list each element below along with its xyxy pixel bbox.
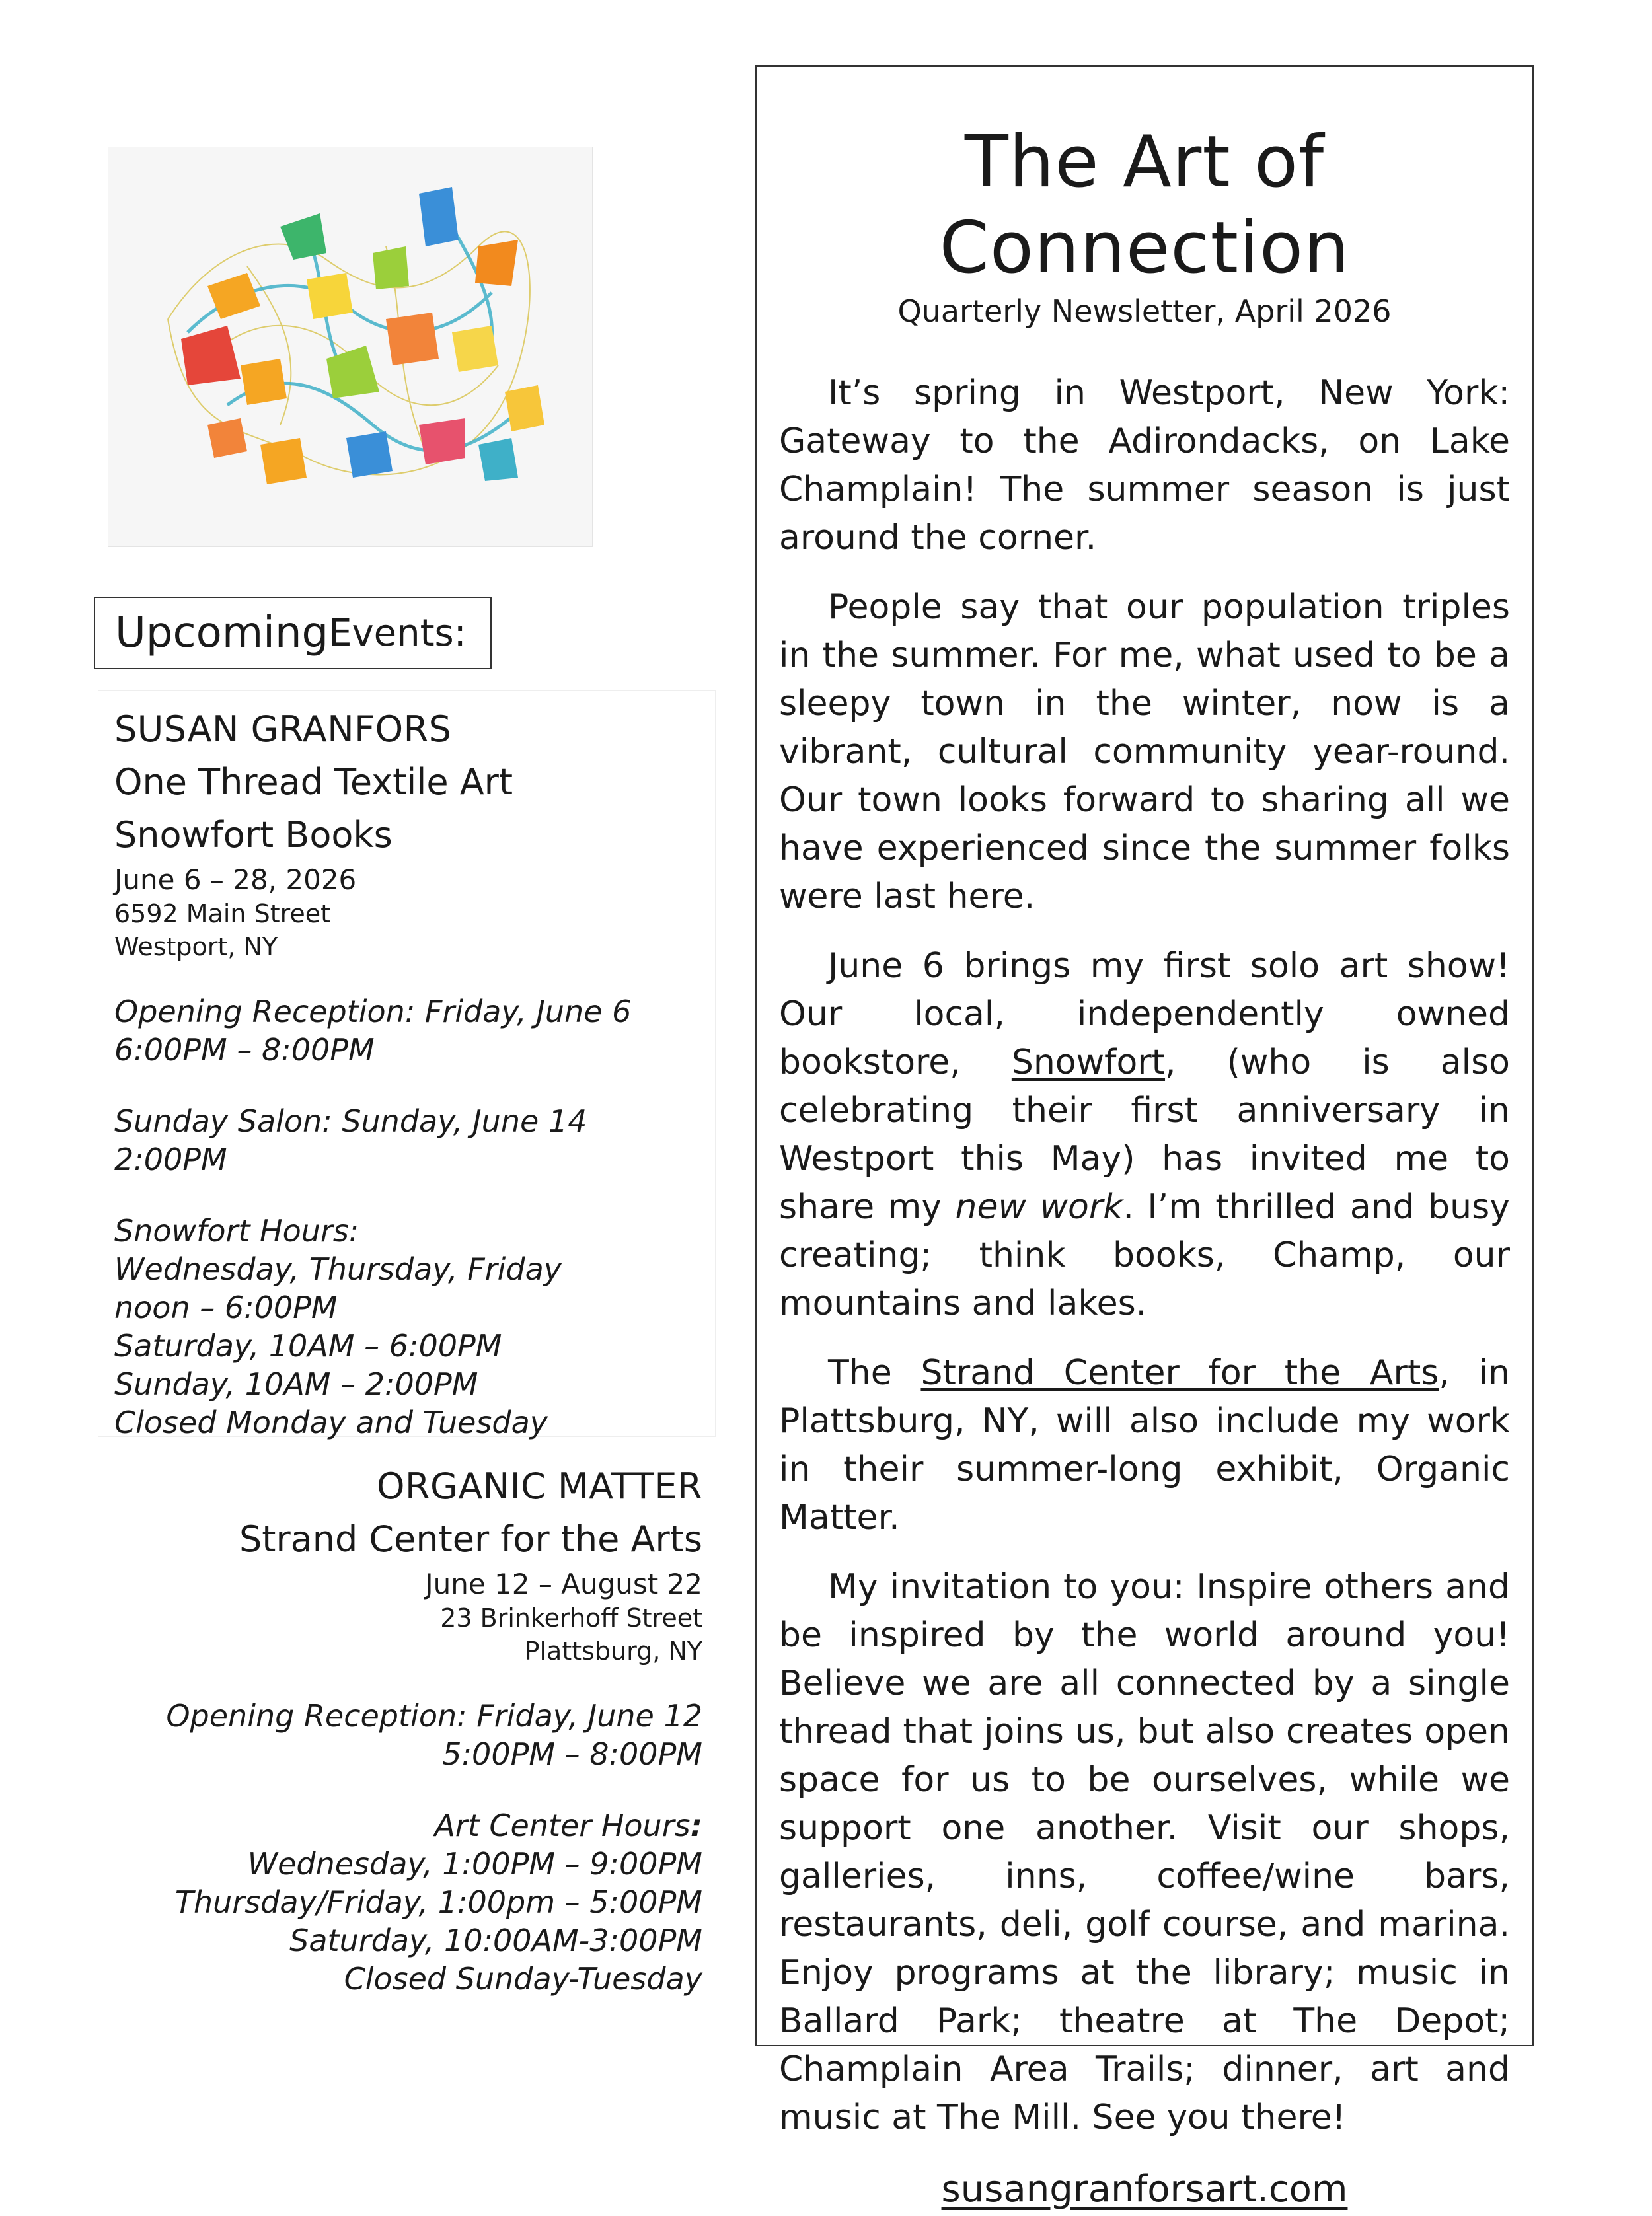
artwork-image (108, 147, 593, 547)
event1-reception-line2: 6:00PM – 8:00PM (114, 1032, 375, 1068)
website-link[interactable]: susangranforsart.com (941, 2168, 1348, 2211)
event2-address-line1: 23 Brinkerhoff Street (440, 1604, 702, 1633)
textile-artwork-icon (108, 147, 592, 546)
p3-emphasis: new work (955, 1187, 1123, 1227)
heading-events: Events (328, 611, 454, 655)
newsletter-subtitle: Quarterly Newsletter, April 2026 (897, 293, 1392, 329)
newsletter-paragraph-4 (779, 1349, 1510, 1542)
heading-upcoming: Upcoming (115, 609, 329, 657)
snowfort-link[interactable]: Snowfort (1011, 1043, 1166, 1082)
newsletter-panel (755, 65, 1534, 2211)
newsletter-paragraph-1: It’s spring in Westport, New York: Gateway to the Adirondacks, on Lake Champlain! The summer season is just around the corner. (779, 373, 1510, 558)
p4-text-a: The (828, 1353, 921, 1393)
newsletter-paragraph-3 (779, 942, 1510, 1328)
newsletter-paragraph-5: My invitation to you: Inspire others and be inspired by the world around you! Believe we are all connected by a single thread that joins us, but also creates open space for us to be ourselves, while we support one another. Visit our shops, galleries, inns, coffee/wine bars, restaurants, deli, golf course, and marina. Enjoy programs at the library; music in Ballard Park; theatre at The Depot; Champlain Area Trails; dinner, art and music at The Mill. See you there! (779, 1567, 1510, 2137)
upcoming-events-heading (94, 597, 492, 669)
event1-reception-line1: Opening Reception: Friday, June 6 (114, 994, 632, 1029)
event-strand-center (98, 1460, 702, 1998)
event2-venue: Strand Center for the Arts (239, 1518, 702, 1560)
event1-salon-line2: 2:00PM (114, 1142, 227, 1177)
newsletter-title: The Art of Connection (939, 121, 1350, 289)
event1-hours-line: Wednesday, Thursday, Friday (114, 1251, 562, 1287)
event2-hours-colon: : (690, 1808, 702, 1843)
event1-hours-line: Saturday, 10AM – 6:00PM (114, 1328, 502, 1364)
event1-dates: June 6 – 28, 2026 (114, 864, 357, 896)
event1-venue: Snowfort Books (114, 814, 393, 856)
p3-text-a: June 6 brings my first solo art show! Our local, independently owned bookstore, (779, 946, 1510, 1082)
heading-colon: : (453, 611, 467, 655)
p4-text-b: , in Plattsburg, NY, will also include my work in their summer-long exhibit, Organic Matter. (779, 1353, 1510, 1537)
event1-title: One Thread Textile Art (114, 761, 513, 803)
event2-dates: June 12 – August 22 (425, 1568, 702, 1600)
event2-hours-line: Thursday/Friday, 1:00pm – 5:00PM (174, 1884, 702, 1920)
event1-hours-line: Closed Monday and Tuesday (114, 1405, 548, 1440)
event2-hours-title: Art Center Hours (434, 1808, 691, 1843)
p3-text-b: , (who is also celebrating their first anniversary in Westport this May) has invited me to share my (779, 1043, 1510, 1227)
event1-hours-line: noon – 6:00PM (114, 1290, 338, 1325)
event1-salon-line1: Sunday Salon: Sunday, June 14 (114, 1103, 587, 1139)
event2-address-line2: Plattsburg, NY (524, 1637, 702, 1666)
event2-hours-line: Closed Sunday-Tuesday (344, 1961, 702, 1997)
strand-center-link[interactable]: Strand Center for the Arts (920, 1353, 1439, 1393)
event2-hours-line: Wednesday, 1:00PM – 9:00PM (247, 1846, 702, 1882)
event2-title: ORGANIC MATTER (377, 1465, 702, 1507)
event-snowfort (98, 690, 716, 1440)
event2-hours-heading (98, 1806, 702, 1845)
event1-address-line2: Westport, NY (114, 932, 278, 961)
event2-reception-line1: Opening Reception: Friday, June 12 (166, 1698, 702, 1734)
event2-hours-line: Saturday, 10:00AM-3:00PM (289, 1923, 702, 1958)
event2-reception-line2: 5:00PM – 8:00PM (442, 1736, 702, 1772)
p3-text-c: . I’m thrilled and busy creating; think books, Champ, our mountains and lakes. (779, 1187, 1510, 1323)
event1-address-line1: 6592 Main Street (114, 899, 331, 928)
event1-artist: SUSAN GRANFORS (114, 708, 452, 750)
event1-hours-title: Snowfort Hours: (114, 1213, 359, 1249)
newsletter-paragraph-2: People say that our population triples in the summer. For me, what used to be a sleepy town in the winter, now is a vibrant, cultural community year-round. Our town looks forward to sharing all we have experienced since the summer folks were last here. (779, 587, 1510, 916)
event1-hours-line: Sunday, 10AM – 2:00PM (114, 1366, 478, 1402)
